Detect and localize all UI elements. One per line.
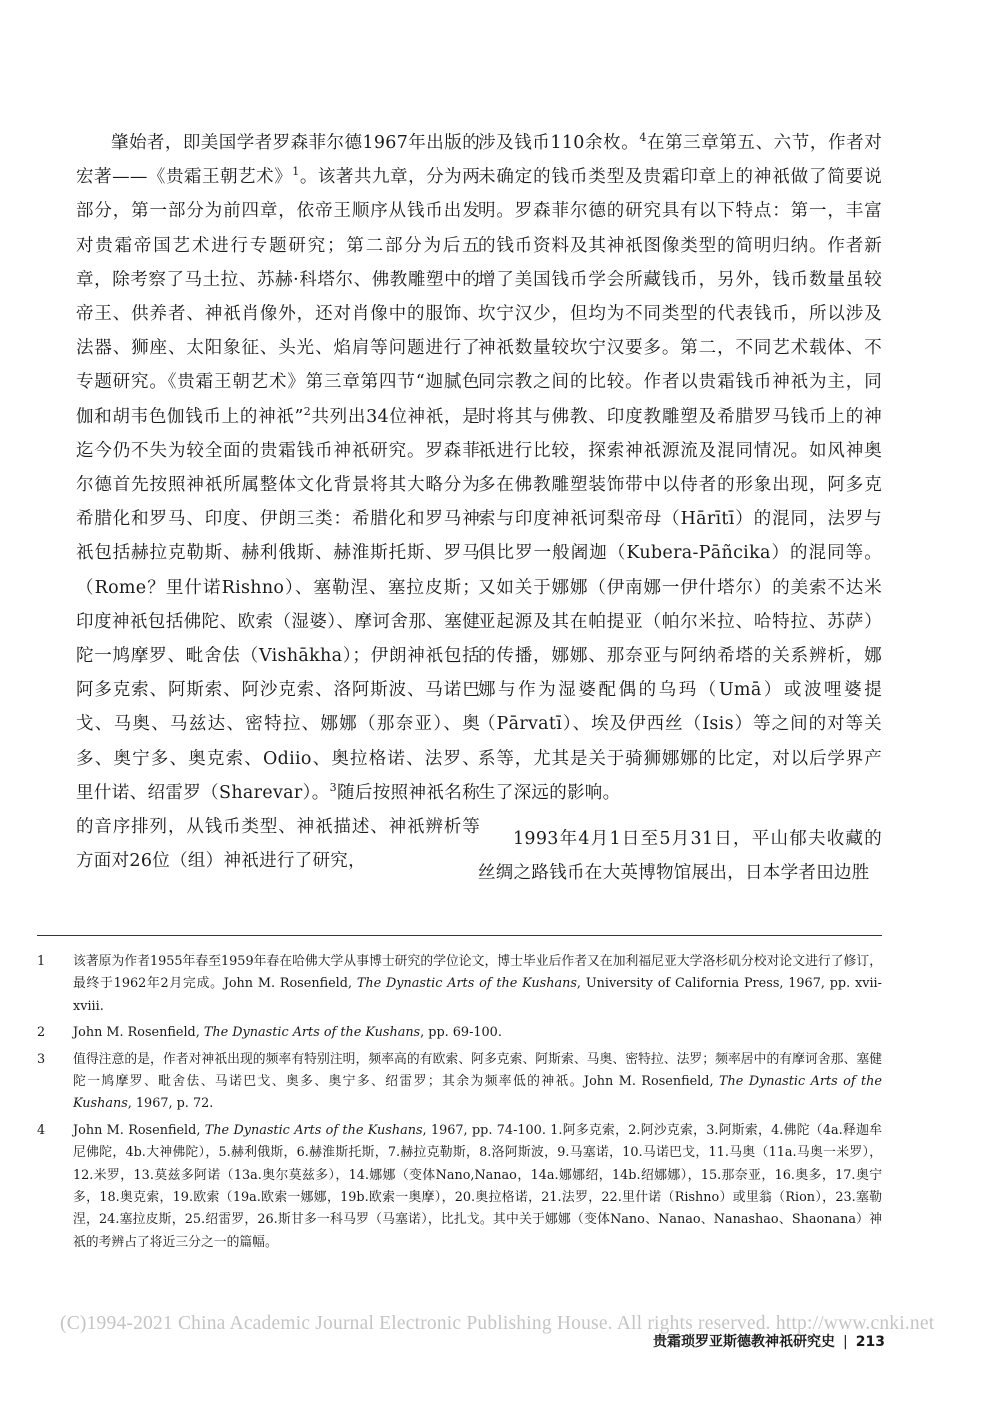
text-run: 在第三章第五、六节，作者对未确定的钱币类型及贵霜印章上的神祇做了简要说明。罗森菲尔德的研究具有以下特点：第一，丰富的钱币资料及其神祇图像类型的简明归纳。作者新增了美国钱币学会所藏钱币，另外，钱币数量虽较坎宁汉少，但均为不同类型的代表钱币，所以涉及神祇数量较坎宁汉要多。第二，不同艺术载体、不同宗教之间的比较。作者以贵霜钱币神祇为主，同时将其与佛教、印度教雕塑及希腊罗马钱币上的神祇进行比较，探索神祇源流及混同情况。如风神奥多在佛教雕塑装饰带中以侍者的形象出现，阿多克索与印度神祇诃梨帝母（Hārītī）的混同，法罗与俱比罗一般阇迦（Kubera-Pāñcika）的混同等。又如关于娜娜（伊南娜一伊什塔尔）的美索不达米亚起源及其在帕提亚（帕尔米拉、哈特拉、苏萨）的传播，娜娜、那奈亚与阿纳希塔的关系辨析，娜娜与作为湿婆配偶的乌玛（Umā）或波哩婆提（Pārvatī）、埃及伊西丝（Isis）等之间的对等关系等，尤其是关于骑狮娜娜的比定，对以后学界产生了深远的影响。 [478,133,883,803]
text-run: 共列出34位神祇，是迄今仍不失为较全面的贵霜钱币神祇研究。罗森菲尔德首先按照神祇所属整体文化背景将其大略分为希腊化和罗马、印度、伊朗三类：希腊化和罗马神祇包括赫拉克勒斯、赫利俄斯、赫淮斯托斯、罗马（Rome？里什诺Rishno）、塞勒涅、塞拉皮斯；印度神祇包括佛陀、欧索（湿婆）、摩诃舍那、塞健陀一鸠摩罗、毗舍佉（Vishākha）；伊朗神祇包括阿多克索、阿斯索、阿沙克索、洛阿斯波、马诺巴戈、马奥、马兹达、密特拉、娜娜（那奈亚）、奥多、奥宁多、奥克索、Odiio、奥拉格诺、法罗、里什诺、绍雷罗（Sharevar）。 [76,406,480,803]
footer-separator: | [843,1334,848,1350]
footnote-4 [37,1120,882,1254]
body-column-right [478,126,882,890]
footnote-text: 该著原为作者1955年春至1959年春在哈佛大学从事博士研究的学位论文，博士毕业后作者又在加利福尼亚大学洛杉矶分校对论文进行了修订，最终于1962年2月完成。John M. Rosenfield, [73,954,882,992]
footnote-1 [37,951,882,1018]
paragraph: 1993年4月1日至5月31日，平山郁夫收藏的丝绸之路钱币在大英博物馆展出，日本学者田边胜 [478,829,882,884]
body-column-left [76,126,480,878]
paragraph [76,126,480,878]
footnote-text: 值得注意的是，作者对神祇出现的频率有特别注明，频率高的有欧索、阿多克索、阿斯索、马奥、密特拉、法罗；频率居中的有摩诃舍那、塞健陀一鸠摩罗、毗舍佉、马诺巴戈、奥多、奥宁多、绍雷罗；其余为频率低的神祇。John M. Rosenfield, [73,1051,882,1090]
footnote-number: 3 [37,1051,46,1067]
page-number: 213 [855,1334,885,1350]
footnote-3 [37,1049,882,1116]
text-run: 涉及钱币110余枚。 [478,133,640,153]
footnotes [37,951,882,1258]
footnote-ref-4[interactable]: 4 [639,131,647,145]
text-run: 随后按照神祇名称的音序排列，从钱币类型、神祇描述、神祇辨析等方面对26位（组）神祇进行了研究， [76,782,480,872]
book-title: The Dynastic Arts of the Kushans [204,1122,423,1138]
text-run: 。该著共九章，分为两部分，第一部分为前四章，依帝王顺序从钱币出发对贵霜帝国艺术进行专题研究；第二部分为后五章，除考察了马土拉、苏赫·科塔尔、佛教雕塑中的帝王、供养者、神祇肖像外，还对肖像中的服饰、法器、狮座、太阳象征、头光、焰肩等问题进行了专题研究。《贵霜王朝艺术》第三章第四节“迦腻色伽和胡韦色伽钱币上的神祇” [76,167,480,427]
book-title: The Dynastic Arts of the Kushans [203,1025,421,1041]
footnote-text: John M. Rosenfield, [73,1122,205,1138]
paragraph [478,126,882,810]
footnote-text: , 1967, pp. 74-100. 1.阿多克索，2.阿沙克索，3.阿斯索，4.佛陀（4a.释迦牟尼佛陀，4b.大神佛陀），5.赫利俄斯，6.赫淮斯托斯，7.赫拉克勒斯，8.洛阿斯波，9.马塞诺，10.马诺巴戈，11.马奥（11a.马奥一米罗），12.米罗，13.莫兹多阿诺（13a.奥尔莫兹多），14.娜娜（变体Nano,Nanao，14a.娜娜绍，14b.绍娜娜），15.那奈亚，16.奥多，17.奥宁多，18.奥克索，19.欧索（19a.欧索一娜娜，19b.欧索一奥摩），20.奥拉格诺，21.法罗，22.里什诺（Rishno）或里翁（Rion），23.塞勒涅，24.塞拉皮斯，25.绍雷罗，26.斯甘多一科马罗（马塞诺），比扎戈。其中关于娜娜（变体Nano、Nanao、Nanashao、Shaonana）神祇的考辨占了将近三分之一的篇幅。 [73,1122,883,1250]
footnote-text: , pp. 69-100. [420,1025,502,1041]
book-title: The Dynastic Arts of the Kushans [356,976,577,992]
footnote-text: , 1967, p. 72. [127,1096,214,1112]
footnote-number: 1 [37,954,46,969]
footnote-text: , University of California Press, 1967, pp. xvii-xviii. [73,976,882,1014]
footnote-ref-1[interactable]: 1 [292,165,300,179]
running-footer [653,1331,885,1351]
copyright-watermark: (C)1994-2021 China Academic Journal Electronic Publishing House. All rights reserved. http://www.cnki.net [60,1313,935,1334]
footnote-2 [37,1022,882,1044]
footnote-text: John M. Rosenfield, [73,1025,204,1041]
footnote-ref-3[interactable]: 3 [329,781,337,795]
text-run: 肇始者，即美国学者罗森菲尔德1967年出版的宏著——《贵霜王朝艺术》 [76,133,480,188]
footnote-divider [37,935,882,936]
footnote-number: 2 [37,1025,46,1041]
footnote-ref-2[interactable]: 2 [303,404,312,418]
footnote-number: 4 [37,1122,46,1138]
book-title: The Dynastic Arts of the Kushans [73,1074,883,1112]
running-title: 贵霜琐罗亚斯德教神祇研究史 [653,1334,836,1350]
